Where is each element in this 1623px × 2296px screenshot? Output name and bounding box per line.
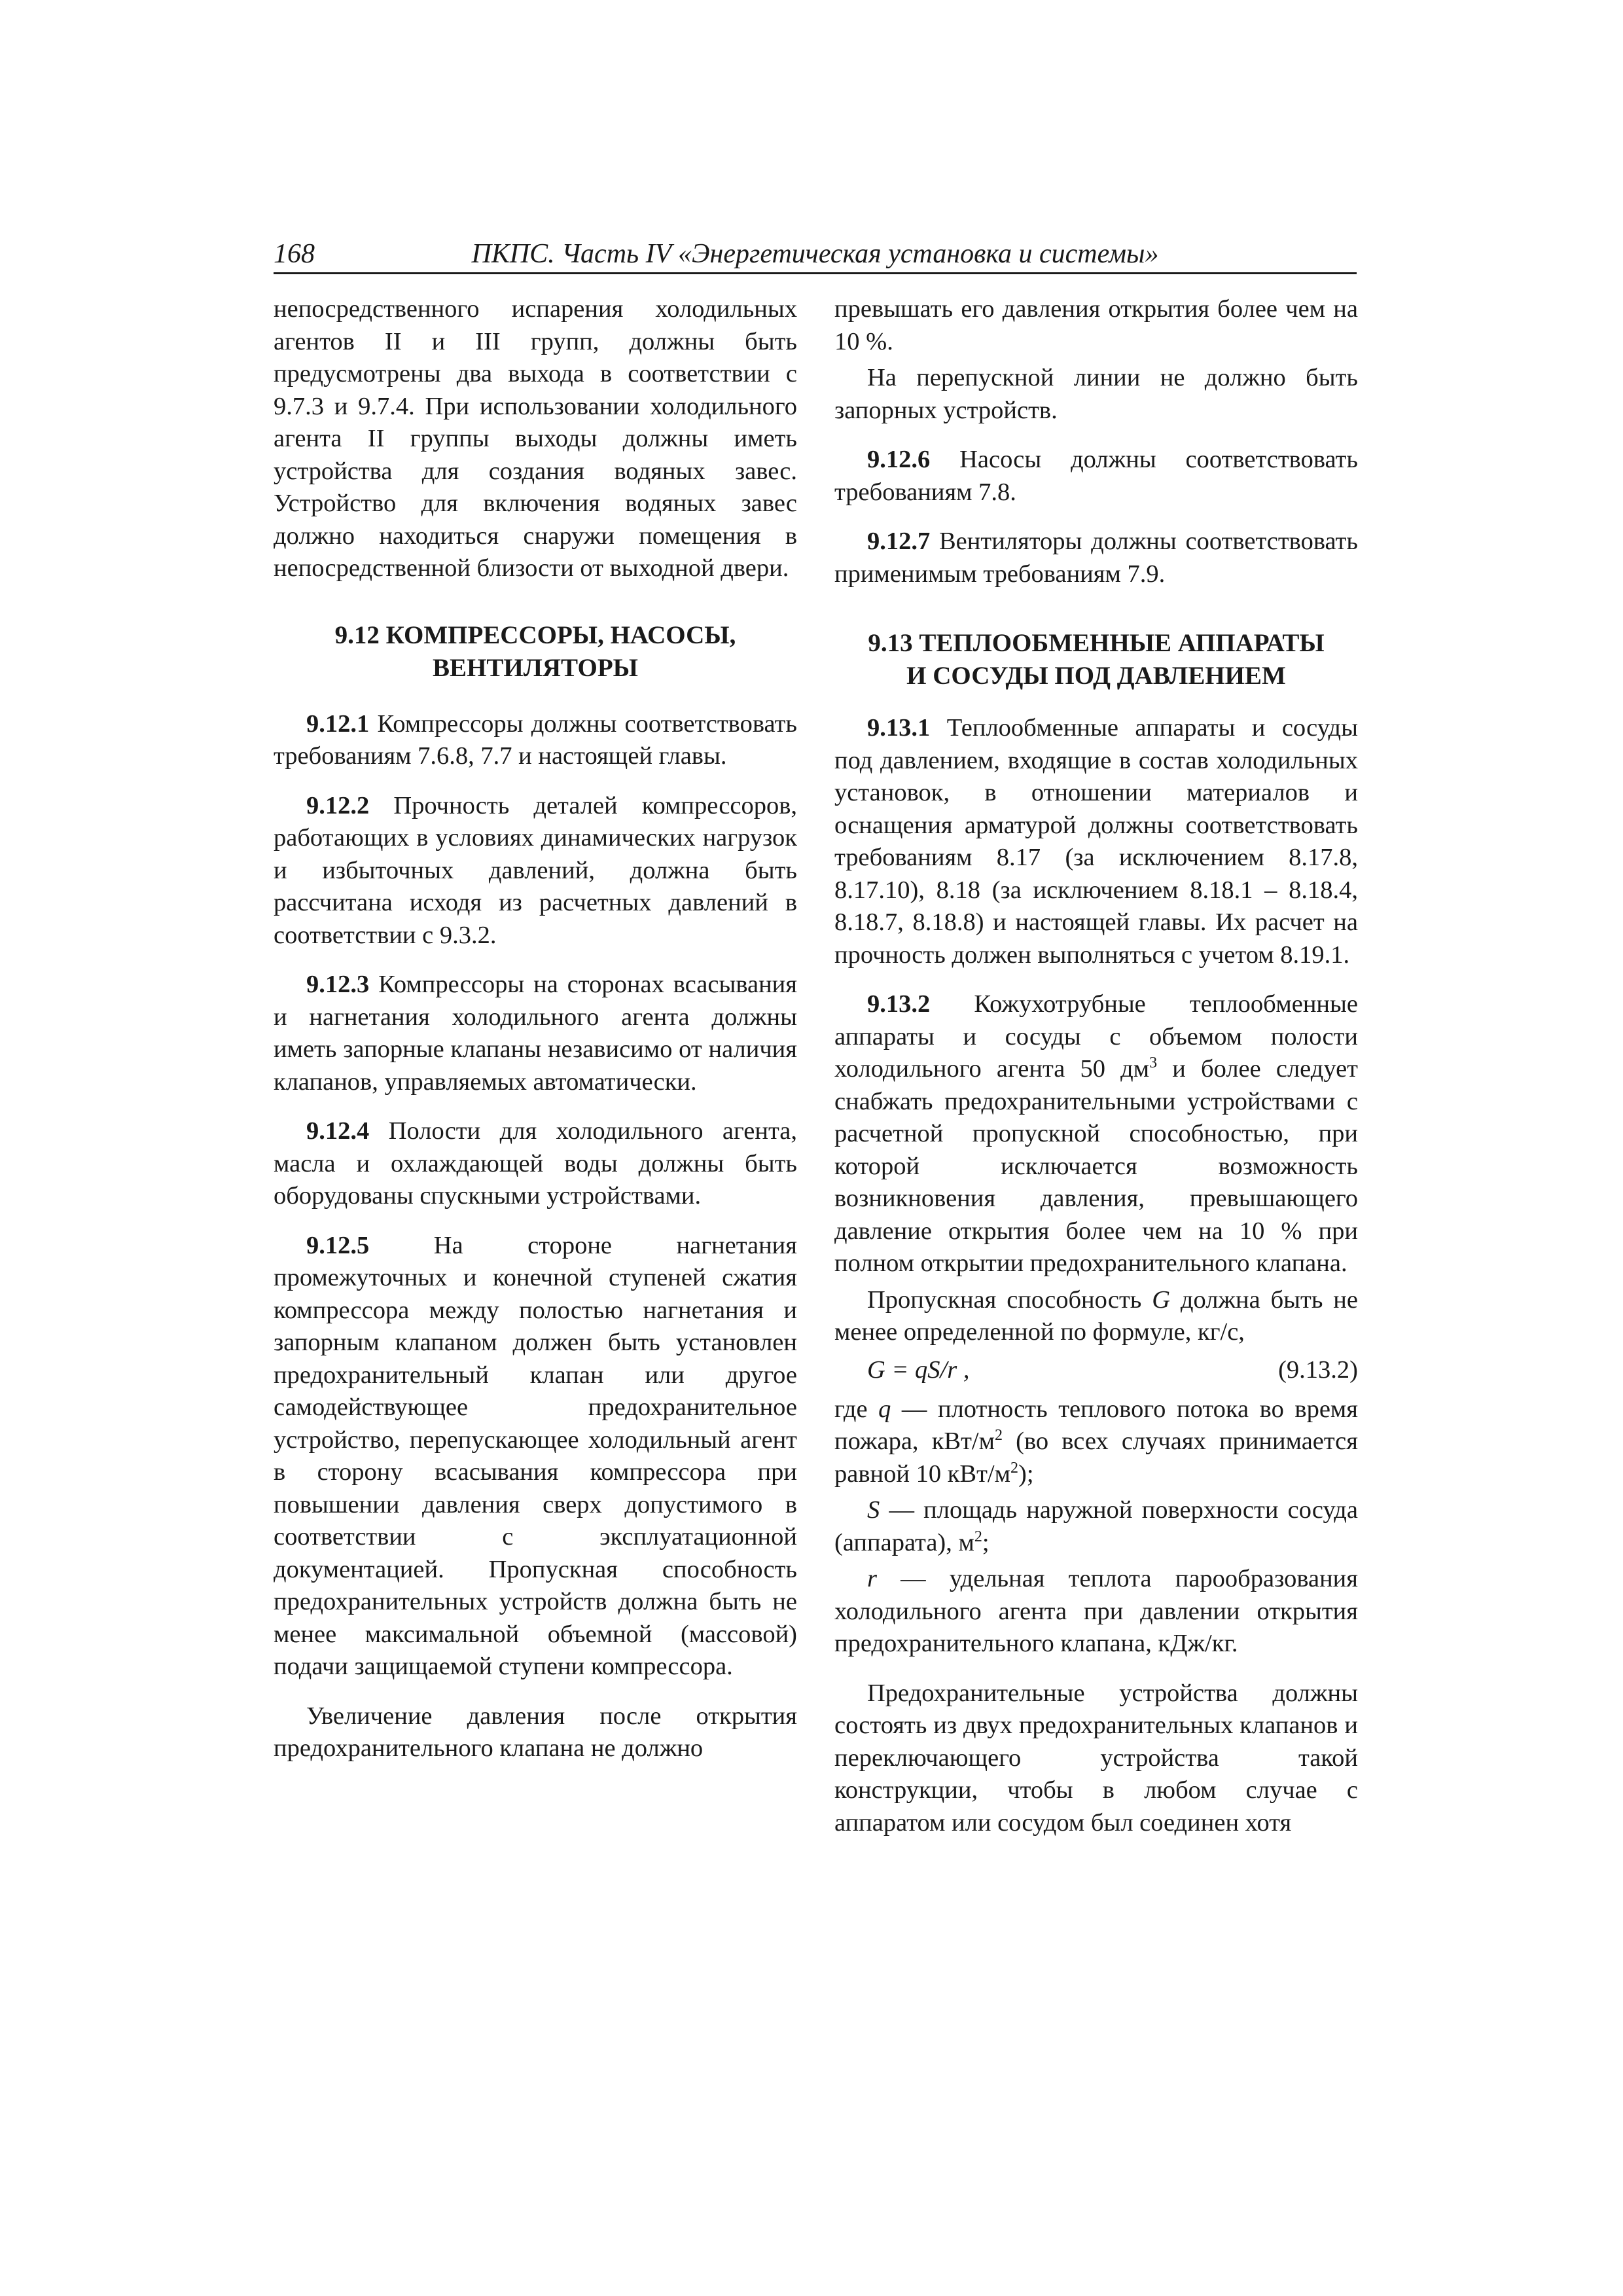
paragraph-safety-devices: Предохранительные устройства должны состоять из двух предохранительных клапанов и переключающего устройства такой конструкции, чтобы в любом случае с аппаратом или сосудом был соединен хотя [834,1679,1358,1837]
formula-expression: G = qS/r , [867,1355,970,1384]
clause-number: 9.12.3 [306,971,370,998]
clause-text: Вентиляторы должны соответствовать применимым требованиям 7.9. [834,528,1358,588]
clause-text: и более следует снабжать предохранительными устройствами с расчетной пропускной способностью, при которой исключается возможность возникновения давления, превышающего давление открытия более чем на 10 % при полном открытии предохранительного клапана. [834,1055,1358,1277]
clause-number: 9.12.7 [867,528,931,555]
definition-S [834,1494,1358,1559]
clause-9-12-4 [274,1115,797,1213]
heading-line: 9.12 КОМПРЕССОРЫ, НАСОСЫ, [334,620,736,649]
text-run: — удельная теплота парообразования холодильного агента при давлении открытия предохранительного клапана, кДж/кг. [834,1565,1358,1657]
superscript: 2 [974,1528,982,1545]
clause-text: Компрессоры должны соответствовать требованиям 7.6.8, 7.7 и настоящей главы. [274,709,797,770]
clause-9-12-7 [834,526,1358,590]
clause-number: 9.12.4 [306,1117,370,1145]
paragraph-continuation: непосредственного испарения холодильных агентов II и III групп, должны быть предусмотрены два выхода в соответствии с 9.7.3 и 9.7.4. При использовании холодильного агента II группы выходы должны иметь устройства для создания водяных завес. Устройство для включения водяных завес должно находиться снаружи помещения в непосредственной близости от выходной двери. [274,295,797,582]
clause-number: 9.12.2 [306,791,370,819]
clause-text: Полости для холодильного агента, масла и охлаждающей воды должны быть оборудованы спускными устройствами. [274,1117,797,1210]
text-run: Пропускная способность [867,1285,1152,1314]
right-column [834,293,1358,1839]
clause-9-12-5 [274,1230,797,1683]
clause-9-12-2 [274,790,797,952]
clause-9-13-1 [834,712,1358,971]
text-run: — плотность теплового потока во время пожара, кВт/м [834,1395,1358,1455]
symbol-G: G [1152,1285,1171,1314]
running-header [274,234,1357,274]
clause-text: Теплообменные аппараты и сосуды под давлением, входящие в состав холодильных установок, в отношении материалов и оснащения арматурой должны соответствовать требованиям 8.17 (за исключением 8.17.8, 8.17.10), 8.18 (за исключением 8.18.1 – 8.18.4, 8.18.7, 8.18.8) и настоящей главы. Их расчет на прочность должен выполняться с учетом 8.19.1. [834,714,1358,969]
text-run: — площадь наружной поверхности сосуда (аппарата), м [834,1496,1358,1556]
definition-r [834,1563,1358,1660]
clause-number: 9.12.5 [306,1231,370,1259]
clause-9-13-2 [834,988,1358,1280]
superscript: 3 [1149,1054,1158,1071]
text-run: (во всех случаях принимается равной 10 кВт/м [834,1427,1358,1488]
clause-number: 9.12.6 [867,446,931,473]
paragraph-pressure-increase: Увеличение давления после открытия предохранительного клапана не должно [274,1702,797,1762]
clause-text: Прочность деталей компрессоров, работающих в условиях динамических нагрузок и избыточных давлений, должна быть рассчитана исходя из расчетных давлений в соответствии с 9.3.2. [274,791,797,949]
heading-line: 9.13 ТЕПЛООБМЕННЫЕ АППАРАТЫ [868,629,1325,657]
page-number: 168 [274,239,315,269]
symbol-q: q [878,1395,891,1423]
superscript: 2 [994,1427,1003,1444]
clause-9-12-3 [274,969,797,1098]
clause-number: 9.12.1 [306,709,370,738]
symbol-S: S [867,1496,880,1524]
clause-9-12-1 [274,708,797,773]
clause-number: 9.13.2 [867,990,931,1018]
paragraph-bypass-line: На перепускной линии не должно быть запорных устройств. [834,364,1358,424]
clause-9-12-6 [834,444,1358,509]
section-heading-9-12 [274,619,797,685]
formula-9-13-2 [834,1354,1358,1387]
clause-text: Компрессоры на сторонах всасывания и нагнетания холодильного агента должны иметь запорные клапаны независимо от наличия клапанов, управляемых автоматически. [274,971,797,1096]
definition-q [834,1393,1358,1491]
header-title: ПКПС. Часть IV «Энергетическая установка и системы» [471,239,1159,269]
symbol-r: r [867,1565,877,1592]
text-run: где [834,1395,879,1423]
clause-text: На стороне нагнетания промежуточных и конечной ступеней сжатия компрессора между полостью нагнетания и запорным клапаном должен быть установлен предохранительный клапан или другое самодействующее предохранительное устройство, перепускающее холодильный агент в сторону всасывания компрессора при повышении давления сверх допустимого в соответствии с эксплуатационной документацией. Пропускная способность предохранительных устройств должна быть не менее максимальной объемной (массовой) подачи защищаемой ступени компрессора. [274,1231,797,1680]
text-run: ); [1018,1460,1034,1488]
clause-number: 9.13.1 [867,714,931,742]
left-column [274,293,797,1765]
heading-line: И СОСУДЫ ПОД ДАВЛЕНИЕМ [906,662,1286,690]
paragraph-continuation: превышать его давления открытия более чем на 10 %. [834,295,1358,355]
formula-number: (9.13.2) [1278,1355,1358,1384]
text-run: должна быть не менее определенной по формуле, кг/с, [834,1285,1358,1346]
clause-text: Кожухотрубные теплообменные аппараты и сосуды с объемом полости холодильного агента 50 дм [834,990,1358,1083]
text-run: ; [982,1528,990,1556]
heading-line: ВЕНТИЛЯТОРЫ [433,653,638,682]
paragraph-capacity [834,1284,1358,1349]
section-heading-9-13 [834,627,1358,692]
clause-text: Насосы должны соответствовать требованиям 7.8. [834,446,1358,506]
superscript: 2 [1010,1459,1018,1477]
